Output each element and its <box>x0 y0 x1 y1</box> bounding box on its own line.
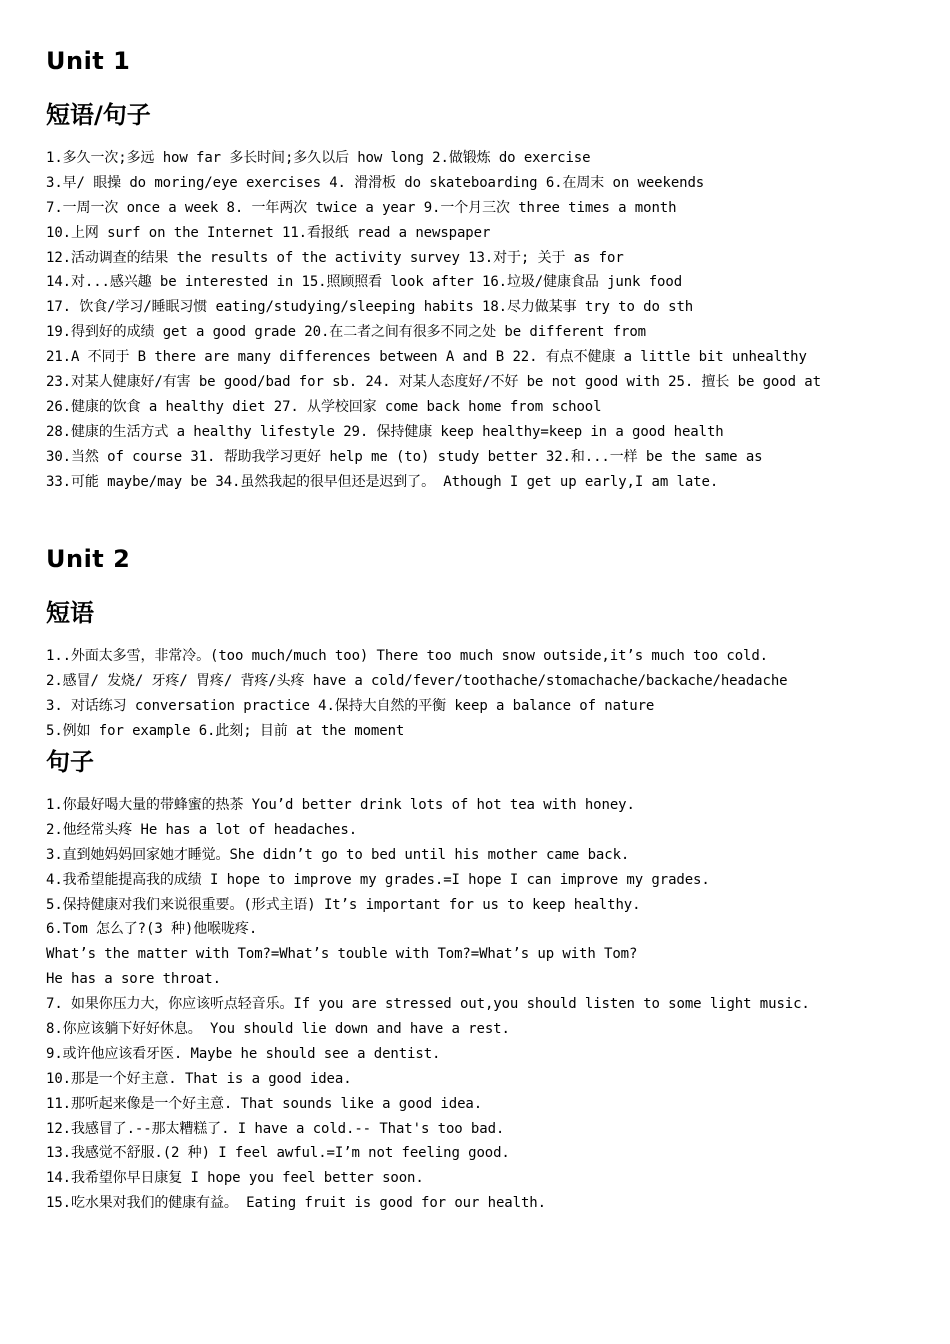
list-item: 1.多久一次;多远 how far 多长时间;多久以后 how long 2.做锻炼 do exercise <box>46 150 591 166</box>
list-item: 3.早/ 眼操 do moring/eye exercises 4. 滑滑板 do skateboarding 6.在周末 on weekends <box>46 174 705 191</box>
list-item: 11.那听起来像是一个好主意. That sounds like a good idea. <box>46 1095 483 1112</box>
list-item: 10.上网 surf on the Internet 11.看报纸 read a newspaper <box>46 224 491 241</box>
list-item: 3.直到她妈妈回家她才睡觉。She didn’t go to bed until his mother came back. <box>46 846 630 863</box>
list-item: 14.我希望你早日康复 I hope you feel better soon. <box>46 1170 424 1187</box>
unit1-subtitle: 短语/句子 <box>46 101 151 129</box>
list-item: 12.活动调查的结果 the results of the activity survey 13.对于; 关于 as for <box>46 249 624 266</box>
list-item: 23.对某人健康好/有害 be good/bad for sb. 24. 对某人态度好/不好 be not good with 25. 擅长 be good at <box>46 374 821 391</box>
list-item: 21.A 不同于 B there are many differences between A and B 22. 有点不健康 a little bit unhealthy <box>46 349 807 366</box>
list-item: 19.得到好的成绩 get a good grade 20.在二者之间有很多不同之处 be different from <box>46 324 647 341</box>
list-item: 7.一周一次 once a week 8. 一年两次 twice a year 9.一个月三次 three times a month <box>46 199 677 216</box>
list-item: 12.我感冒了.--那太糟糕了. I have a cold.-- That's too bad. <box>46 1120 505 1137</box>
list-item: 5.例如 for example 6.此刻; 目前 at the moment <box>46 722 405 739</box>
unit1-phrase-list <box>46 146 821 494</box>
list-item: 8.你应该躺下好好休息。 You should lie down and have a rest. <box>46 1021 510 1038</box>
unit2-phrases-title: 短语 <box>46 599 94 627</box>
unit2-sentences-title: 句子 <box>46 748 94 776</box>
list-item: What’s the matter with Tom?=What’s touble with Tom?=What’s up with Tom? <box>46 946 638 963</box>
list-item: 17. 饮食/学习/睡眠习惯 eating/studying/sleeping habits 18.尽力做某事 try to do sth <box>46 299 694 316</box>
list-item: 9.或许他应该看牙医. Maybe he should see a dentist. <box>46 1045 441 1062</box>
list-item: 14.对...感兴趣 be interested in 15.照顾照看 look after 16.垃圾/健康食品 junk food <box>46 274 683 291</box>
list-item: 28.健康的生活方式 a healthy lifestyle 29. 保持健康 keep healthy=keep in a good health <box>46 423 724 440</box>
list-item: He has a sore throat. <box>46 971 221 988</box>
unit2-sentence-list <box>46 793 810 1216</box>
list-item: 4.我希望能提高我的成绩 I hope to improve my grades.=I hope I can improve my grades. <box>46 871 710 888</box>
list-item: 13.我感觉不舒服.(2 种) I feel awful.=I’m not feeling good. <box>46 1145 510 1162</box>
list-item: 3. 对话练习 conversation practice 4.保持大自然的平衡 keep a balance of nature <box>46 697 655 714</box>
list-item: 7. 如果你压力大，你应该听点轻音乐。If you are stressed out,you should listen to some light music. <box>46 996 810 1013</box>
list-item: 5.保持健康对我们来说很重要。(形式主语) It’s important for us to keep healthy. <box>46 896 641 913</box>
list-item: 30.当然 of course 31. 帮助我学习更好 help me (to) study better 32.和...一样 be the same as <box>46 448 763 465</box>
unit2-phrase-list <box>46 644 787 744</box>
list-item: 2.感冒/ 发烧/ 牙疼/ 胃疼/ 背疼/头疼 have a cold/fever/toothache/stomachache/backache/headache <box>46 672 788 689</box>
list-item: 1.你最好喝大量的带蜂蜜的热茶 You’d better drink lots of hot tea with honey. <box>46 797 635 813</box>
list-item: 1..外面太多雪，非常冷。(too much/much too) There too much snow outside,it’s much too cold. <box>46 648 769 664</box>
list-item: 2.他经常头疼 He has a lot of headaches. <box>46 821 358 838</box>
list-item: 10.那是一个好主意. That is a good idea. <box>46 1070 352 1087</box>
list-item: 26.健康的饮食 a healthy diet 27. 从学校回家 come back home from school <box>46 398 602 415</box>
list-item: 15.吃水果对我们的健康有益。 Eating fruit is good for our health. <box>46 1195 546 1212</box>
list-item: 6.Tom 怎么了?(3 种)他喉咙疼. <box>46 921 258 938</box>
unit1-title: Unit 1 <box>46 47 131 75</box>
list-item: 33.可能 maybe/may be 34.虽然我起的很早但还是迟到了。 Athough I get up early,I am late. <box>46 473 719 490</box>
unit2-title: Unit 2 <box>46 545 131 573</box>
